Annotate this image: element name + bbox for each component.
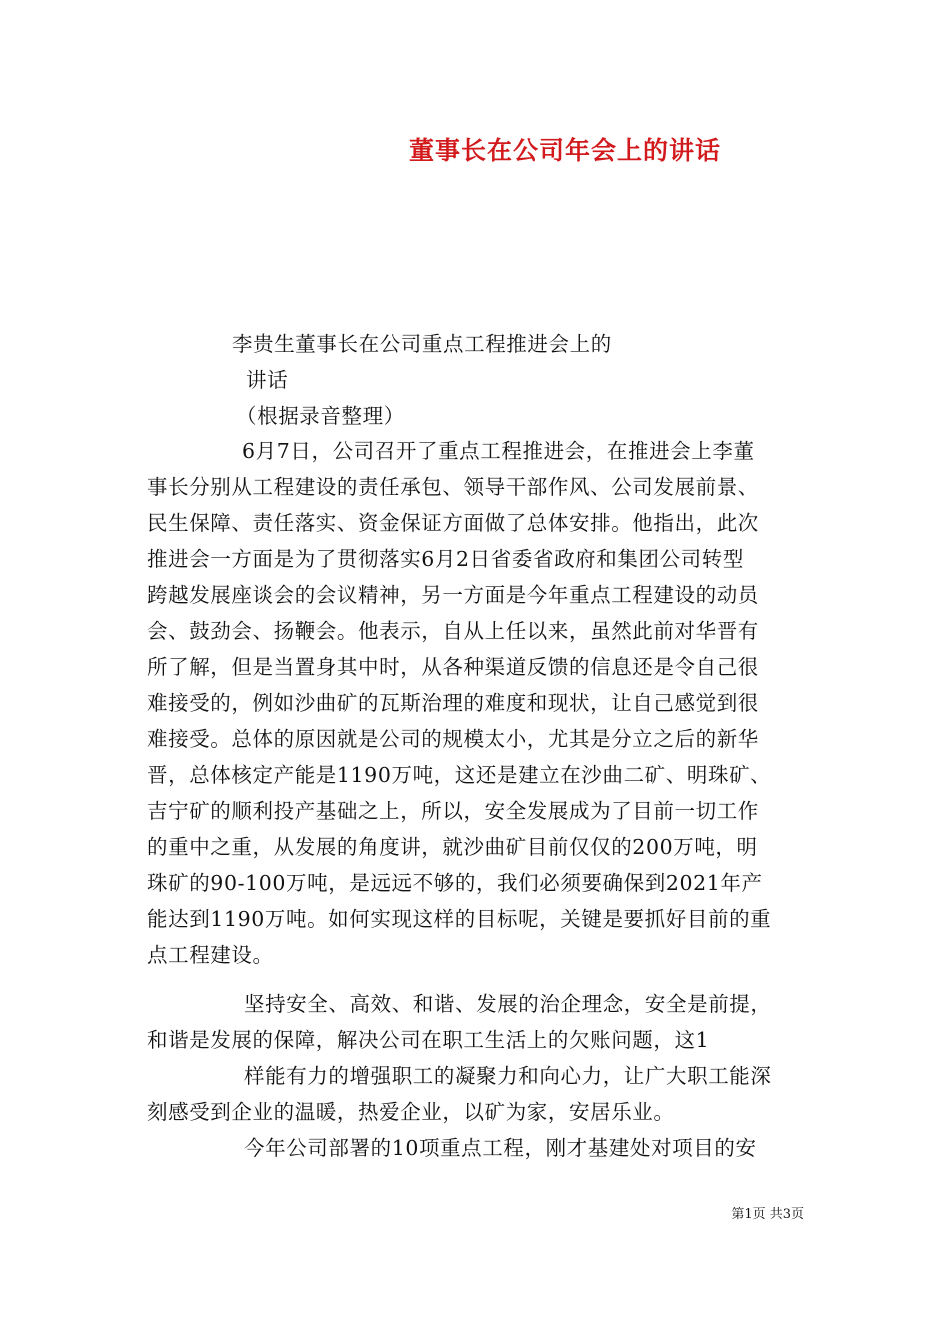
body-line: 点工程建设。 bbox=[147, 943, 274, 967]
document-title: 董事长在公司年会上的讲话 bbox=[408, 136, 721, 165]
source-note: （根据录音整理） bbox=[236, 404, 405, 428]
body-line: 6月7日，公司召开了重点工程推进会，在推进会上李董 bbox=[242, 439, 755, 463]
body-line: 吉宁矿的顺利投产基础之上，所以，安全发展成为了目前一切工作 bbox=[147, 799, 759, 823]
body-line: 推进会一方面是为了贯彻落实6月2日省委省政府和集团公司转型 bbox=[147, 547, 744, 571]
body-line: 晋，总体核定产能是1190万吨，这还是建立在沙曲二矿、明珠矿、 bbox=[147, 763, 772, 787]
body-line: 能达到1190万吨。如何实现这样的目标呢，关键是要抓好目前的重 bbox=[147, 907, 772, 931]
body-line: 今年公司部署的10项重点工程，刚才基建处对项目的安 bbox=[244, 1136, 757, 1160]
body-line: 坚持安全、高效、和谐、发展的治企理念，安全是前提， bbox=[244, 992, 772, 1016]
body-line: 和谐是发展的保障，解决公司在职工生活上的欠账问题，这1 bbox=[147, 1028, 710, 1052]
body-line: 难接受的，例如沙曲矿的瓦斯治理的难度和现状，让自己感觉到很 bbox=[147, 691, 759, 715]
body-line: 事长分别从工程建设的责任承包、领导干部作风、公司发展前景、 bbox=[147, 475, 759, 499]
body-line: 跨越发展座谈会的会议精神，另一方面是今年重点工程建设的动员 bbox=[147, 583, 759, 607]
body-line: 民生保障、责任落实、资金保证方面做了总体安排。他指出，此次 bbox=[147, 511, 759, 535]
body-line: 样能有力的增强职工的凝聚力和向心力，让广大职工能深 bbox=[244, 1064, 772, 1088]
body-line: 刻感受到企业的温暖，热爱企业，以矿为家，安居乐业。 bbox=[147, 1100, 675, 1124]
subtitle-line-2: 讲话 bbox=[246, 368, 289, 392]
body-line: 所了解，但是当置身其中时，从各种渠道反馈的信息还是令自己很 bbox=[147, 655, 759, 679]
body-line: 珠矿的90-100万吨，是远远不够的，我们必须要确保到2021年产 bbox=[147, 871, 763, 895]
body-line: 的重中之重，从发展的角度讲，就沙曲矿目前仅仅的200万吨，明 bbox=[147, 835, 758, 859]
body-line: 难接受。总体的原因就是公司的规模太小，尤其是分立之后的新华 bbox=[147, 727, 759, 751]
body-line: 会、鼓劲会、扬鞭会。他表示，自从上任以来，虽然此前对华晋有 bbox=[147, 619, 759, 643]
subtitle-line-1: 李贵生董事长在公司重点工程推进会上的 bbox=[232, 332, 612, 356]
page-number: 第1页 共3页 bbox=[731, 1207, 804, 1222]
